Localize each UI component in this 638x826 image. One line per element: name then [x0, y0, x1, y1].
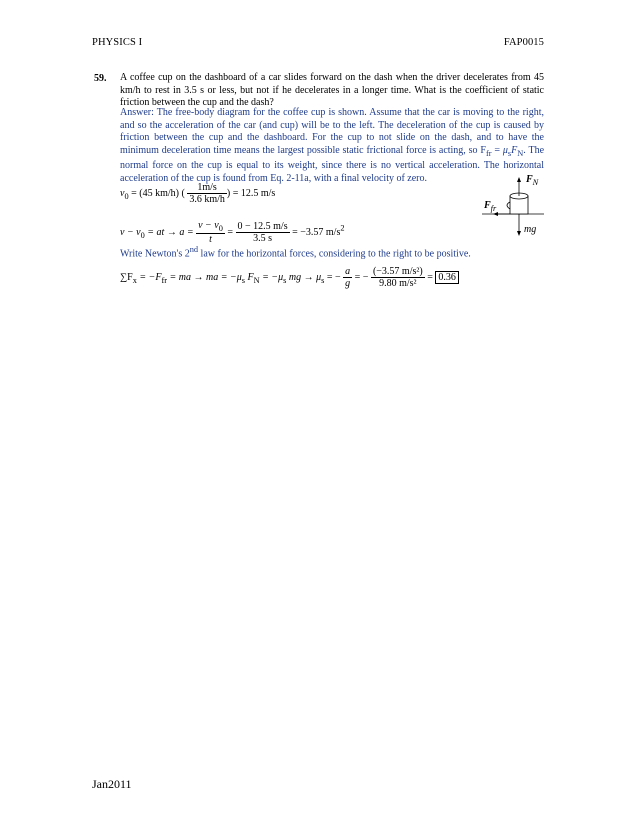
- answer-sub-fr: fr: [485, 148, 492, 158]
- fbd-normal-label: [526, 174, 538, 187]
- eq1-eq: =: [131, 187, 137, 199]
- fbd-weight-label: mg: [524, 224, 537, 235]
- eq2-num2: 0 − 12.5 m/s: [237, 221, 288, 232]
- eq3-part1: = −F: [139, 271, 162, 283]
- eq3-fraction1: [343, 266, 352, 289]
- answer-mu: μ: [502, 144, 508, 156]
- eq3-frac1-num-text: a: [345, 266, 351, 277]
- eq2-result-sup: 2: [340, 223, 345, 233]
- eq1-den: 3.6 km/h: [189, 194, 225, 205]
- eq2-den: [196, 233, 225, 245]
- newton-law-line: [120, 245, 544, 259]
- fbd-normal-sub: N: [532, 178, 539, 187]
- answer-sub-n: N: [517, 148, 524, 158]
- eq2-left: v − v: [120, 226, 141, 238]
- write-post: law for the horizontal forces, considering to the right to be positive.: [198, 248, 471, 260]
- eq1-lhs: v: [120, 187, 125, 199]
- answer-sub-s: s: [507, 148, 512, 158]
- eq1-fraction: ( $\frac{1m/s}{3.6 km/h}$ ): [181, 182, 231, 205]
- eq2-result: = −3.57 m/s: [292, 226, 341, 238]
- eq2-den2: 3.5 s: [236, 232, 290, 244]
- question-number: 59.: [94, 73, 107, 84]
- eq2-fraction1: [196, 220, 225, 245]
- eq3-frac1-num: [343, 266, 352, 277]
- eq3-part2: = ma → ma = −μ: [169, 271, 242, 283]
- eq2-num: [196, 220, 225, 233]
- eq2-left-rhs: = at → a =: [147, 226, 194, 238]
- free-body-diagram: [478, 176, 548, 245]
- eq3-fraction2: [371, 266, 425, 289]
- eq2-eq: =: [227, 226, 234, 238]
- fbd-friction-sub: fr: [490, 204, 497, 213]
- answer-mid: =: [491, 144, 503, 156]
- write-pre: Write Newton's 2: [120, 248, 190, 260]
- equation-v0: [120, 182, 275, 205]
- answer-fn: F: [511, 144, 518, 156]
- eq3-part1-sub: fr: [161, 275, 168, 285]
- eq3-part4: = −μ: [262, 271, 284, 283]
- eq3-part8: =: [427, 271, 433, 283]
- footer: Jan2011: [92, 777, 132, 791]
- eq3-part5: mg → μ: [288, 271, 322, 283]
- eq3-frac2-num: (−3.57 m/s²): [372, 266, 423, 277]
- eq3-part5-sub: s: [321, 275, 325, 285]
- eq2-num-sub: 0: [218, 224, 223, 233]
- header-right: FAP0015: [503, 37, 544, 48]
- eq2-den-text: t: [209, 234, 212, 245]
- fbd-normal-text: F: [526, 174, 533, 185]
- question-text: A coffee cup on the dashboard of a car slides forward on the dash when the driver decelerates from 45 km/h to rest in 3.5 s or less, but not if he decelerates in a longer time. What is the coefficient of static friction between the cup and the dash?: [120, 72, 544, 108]
- eq3-part4-sub: s: [283, 275, 287, 285]
- equation-mu: [120, 266, 459, 289]
- fbd-friction-label: [484, 200, 496, 213]
- fbd-friction-text: F: [484, 200, 491, 211]
- eq3-frac1-den-text: g: [345, 278, 351, 289]
- eq3-part6: = −: [326, 271, 341, 283]
- eq3-part2-sub: s: [241, 275, 245, 285]
- eq1-num: 1m/s: [197, 182, 217, 193]
- eq3-part3: F: [247, 271, 254, 283]
- answer-tail: . The normal force on the cup is equal to its weight, since there is no vertical acceleration. The horizontal acceleration of the cup is found from Eq. 2-11a, with a final velocity of zero.: [120, 144, 545, 184]
- header-left: PHYSICS I: [92, 37, 143, 48]
- equation-a: [120, 220, 345, 245]
- write-sup: nd: [189, 245, 199, 254]
- eq2-num-text: v − v: [198, 220, 219, 231]
- eq3-sum-sub: x: [132, 275, 137, 285]
- eq3-part7: = −: [354, 271, 369, 283]
- eq1-factor: (45 km/h): [139, 187, 179, 199]
- eq2-left-sub: 0: [140, 230, 145, 240]
- eq3-sum: ∑F: [120, 271, 133, 283]
- eq2-fraction2: [236, 221, 290, 244]
- eq3-part3-sub: N: [253, 275, 260, 285]
- eq3-frac1-den: [343, 277, 352, 289]
- answer-text: [120, 107, 544, 185]
- eq1-result: = 12.5 m/s: [232, 187, 276, 199]
- eq3-result-box: 0.36: [435, 271, 459, 284]
- eq3-frac2-den: 9.80 m/s²: [371, 277, 425, 289]
- eq1-lhs-sub: 0: [124, 191, 129, 201]
- answer-lead: Answer: The free-body diagram for the coffee cup is shown. Assume that the car is moving to the right, and so the acceleration of the car (and cup) will be to the left. The deceleration of the cup is caused by friction between the cup and the dashboard. For the cup to not slide on the dash, and to have the minimum deceleration time means the largest possible static frictional force is acting, so F: [120, 107, 544, 156]
